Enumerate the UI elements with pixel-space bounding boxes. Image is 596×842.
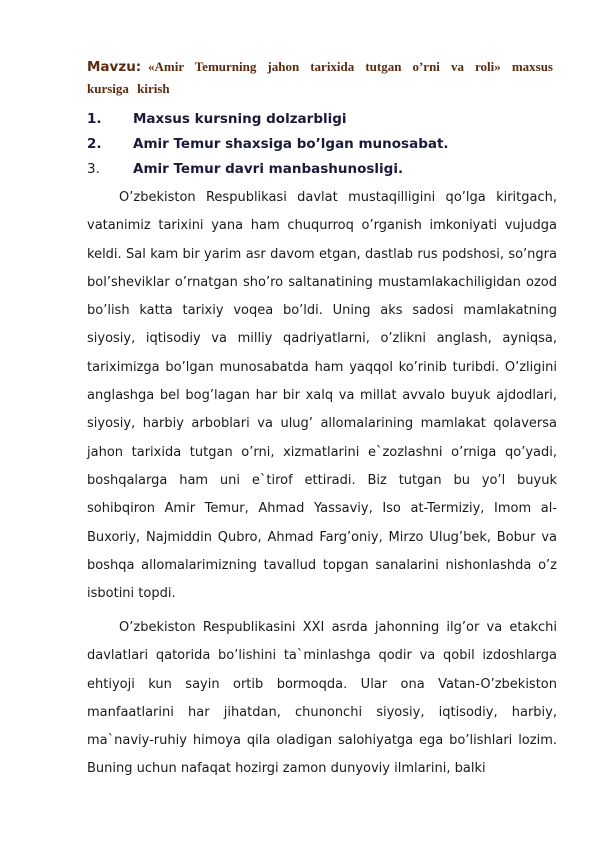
body-paragraph: O’zbekiston Respublikasini XXI asrda jahonning ilg’or va etakchi davlatlari qatorida bo’lishini ta`minlashga qodir va qobil izdoshlarga ehtiyoji kun sayin ortib bormoqda. Ular ona Vatan-O’zbekiston manfaatlarini har jihatdan, chunonchi siyosiy, iqtisodiy, harbiy, ma`naviy-ruhiy himoya qila oladigan salohiyatga ega bo’lishlari lozim. Buning uchun nafaqat hozirgi zamon dunyoviy ilmlarini, balki [87, 620, 557, 777]
plan-item-text: Maxsus kursning dolzarbligi [133, 111, 347, 127]
topic-title: «Amir Temurning jahon tarixida tutgan o’rni va roli» maxsus kursiga kirish [87, 59, 553, 96]
plan-item-number: 2. [87, 136, 102, 152]
plan-list [87, 107, 557, 182]
plan-item [87, 132, 557, 157]
plan-item [87, 157, 557, 182]
plan-item-number: 3. [87, 161, 100, 177]
plan-item-number: 1. [87, 111, 102, 127]
plan-item-text: Amir Temur shaxsiga bo’lgan munosabat. [133, 136, 449, 152]
plan-item [87, 107, 557, 132]
body-paragraph: O’zbekiston Respublikasi davlat mustaqilligini qo’lga kiritgach, vatanimiz tarixini yana ham chuqurroq o’rganish imkoniyati vujudga keldi. Sal kam bir yarim asr davom etgan, dastlab rus podshosi, so’ngra bol’sheviklar o’rnatgan sho’ro saltanatining mustamlakachiligidan ozod bo’lish katta tarixiy voqea bo’ldi. Uning aks sadosi mamlakatning siyosiy, iqtisodiy va milliy qadriyatlarni, o’zlikni anglash, ayniqsa, tariximizga bo’lgan munosabatda ham yaqqol ko’rinib turibdi. O’zligini anglashga bel bog’lagan har bir xalq va millat avvalo buyuk ajdodlari, siyosiy, harbiy arboblari va ulug’ allomalarining mamlakat qolaversa jahon tarixida tutgan o’rni, xizmatlarini e`zozlashni o’rniga qo’yadi, boshqalarga ham uni e`tirof ettiradi. Biz tutgan bu yo’l buyuk sohibqiron Amir Temur, Ahmad Yassaviy, Iso at-Termiziy, Imom al-Buxoriy, Najmiddin Qubro, Ahmad Farg’oniy, Mirzo Ulug’bek, Bobur va boshqa allomalarimizning tavallud topgan sanalarini nishonlashda o’z isbotini topdi. [87, 190, 557, 602]
topic-heading [87, 56, 553, 100]
topic-label: Mavzu: [87, 59, 142, 75]
plan-item-text: Amir Temur davri manbashunosligi. [133, 161, 404, 177]
